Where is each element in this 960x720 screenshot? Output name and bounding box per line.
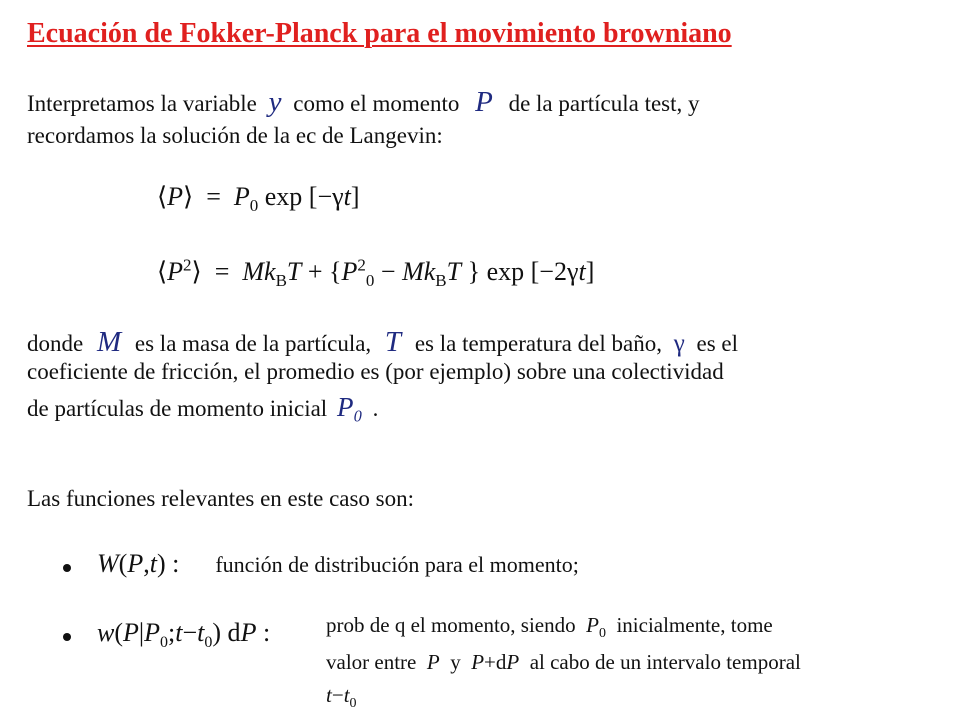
where-text-d: es el	[696, 331, 739, 356]
bullet-term: W(P,t) :	[97, 549, 180, 578]
functions-heading: Las funciones relevantes en este caso son:	[27, 486, 415, 511]
page-title: Ecuación de Fokker-Planck para el movimiento browniano	[27, 18, 732, 49]
intro-line-1	[27, 86, 700, 119]
var-P0: P₀	[336, 392, 363, 422]
where-text-c: es la temperatura del baño,	[414, 331, 662, 356]
bullet-description: función de distribución para el momento;	[215, 552, 579, 577]
where-text-b: es la masa de la partícula,	[134, 331, 372, 356]
equation-1	[157, 182, 360, 216]
bullet-term: $w(P|P_0;t-t_0)$ dP :	[97, 618, 271, 652]
where-line-2: coeficiente de fricción, el promedio es (por ejemplo) sobre una colectividad	[27, 359, 724, 384]
list-item	[63, 549, 579, 579]
var-T: T	[384, 326, 402, 358]
var-gamma: γ	[673, 330, 685, 357]
eq1-formula: ⟨P⟩ = $P_0$ exp [−γt]	[157, 182, 360, 216]
bullet-icon	[63, 564, 71, 572]
desc-line-3: $t-t_0$	[326, 683, 357, 712]
equation-2	[157, 255, 594, 291]
intro-text-b: como el momento	[293, 91, 460, 116]
bullet-description-multiline	[326, 611, 801, 718]
list-item	[63, 618, 270, 652]
eq2-formula: $⟨P^2⟩ = Mk_BT + \{P^2_0 - Mk_BT$ } exp [−2γt]	[157, 255, 595, 290]
bullet-icon	[63, 633, 71, 641]
where-line-3	[27, 392, 378, 423]
intro-line-2: recordamos la solución de la ec de Langevin:	[27, 123, 443, 148]
where-text-a: donde	[27, 331, 84, 356]
desc-line-2: valor entre P y P+dP al cabo de un intervalo temporal	[326, 650, 801, 675]
var-P: P	[475, 86, 493, 118]
intro-text-a: Interpretamos la variable	[27, 91, 257, 116]
var-M: M	[96, 326, 122, 358]
var-y: y	[268, 86, 282, 118]
where-text-l3b: .	[372, 396, 379, 421]
desc-line-1: prob de q el momento, siendo $P_0$ inicialmente, tome	[326, 613, 773, 642]
where-text-l3a: de partículas de momento inicial	[27, 396, 328, 421]
intro-text-c: de la partícula test, y	[508, 91, 700, 116]
where-line-1	[27, 326, 738, 359]
